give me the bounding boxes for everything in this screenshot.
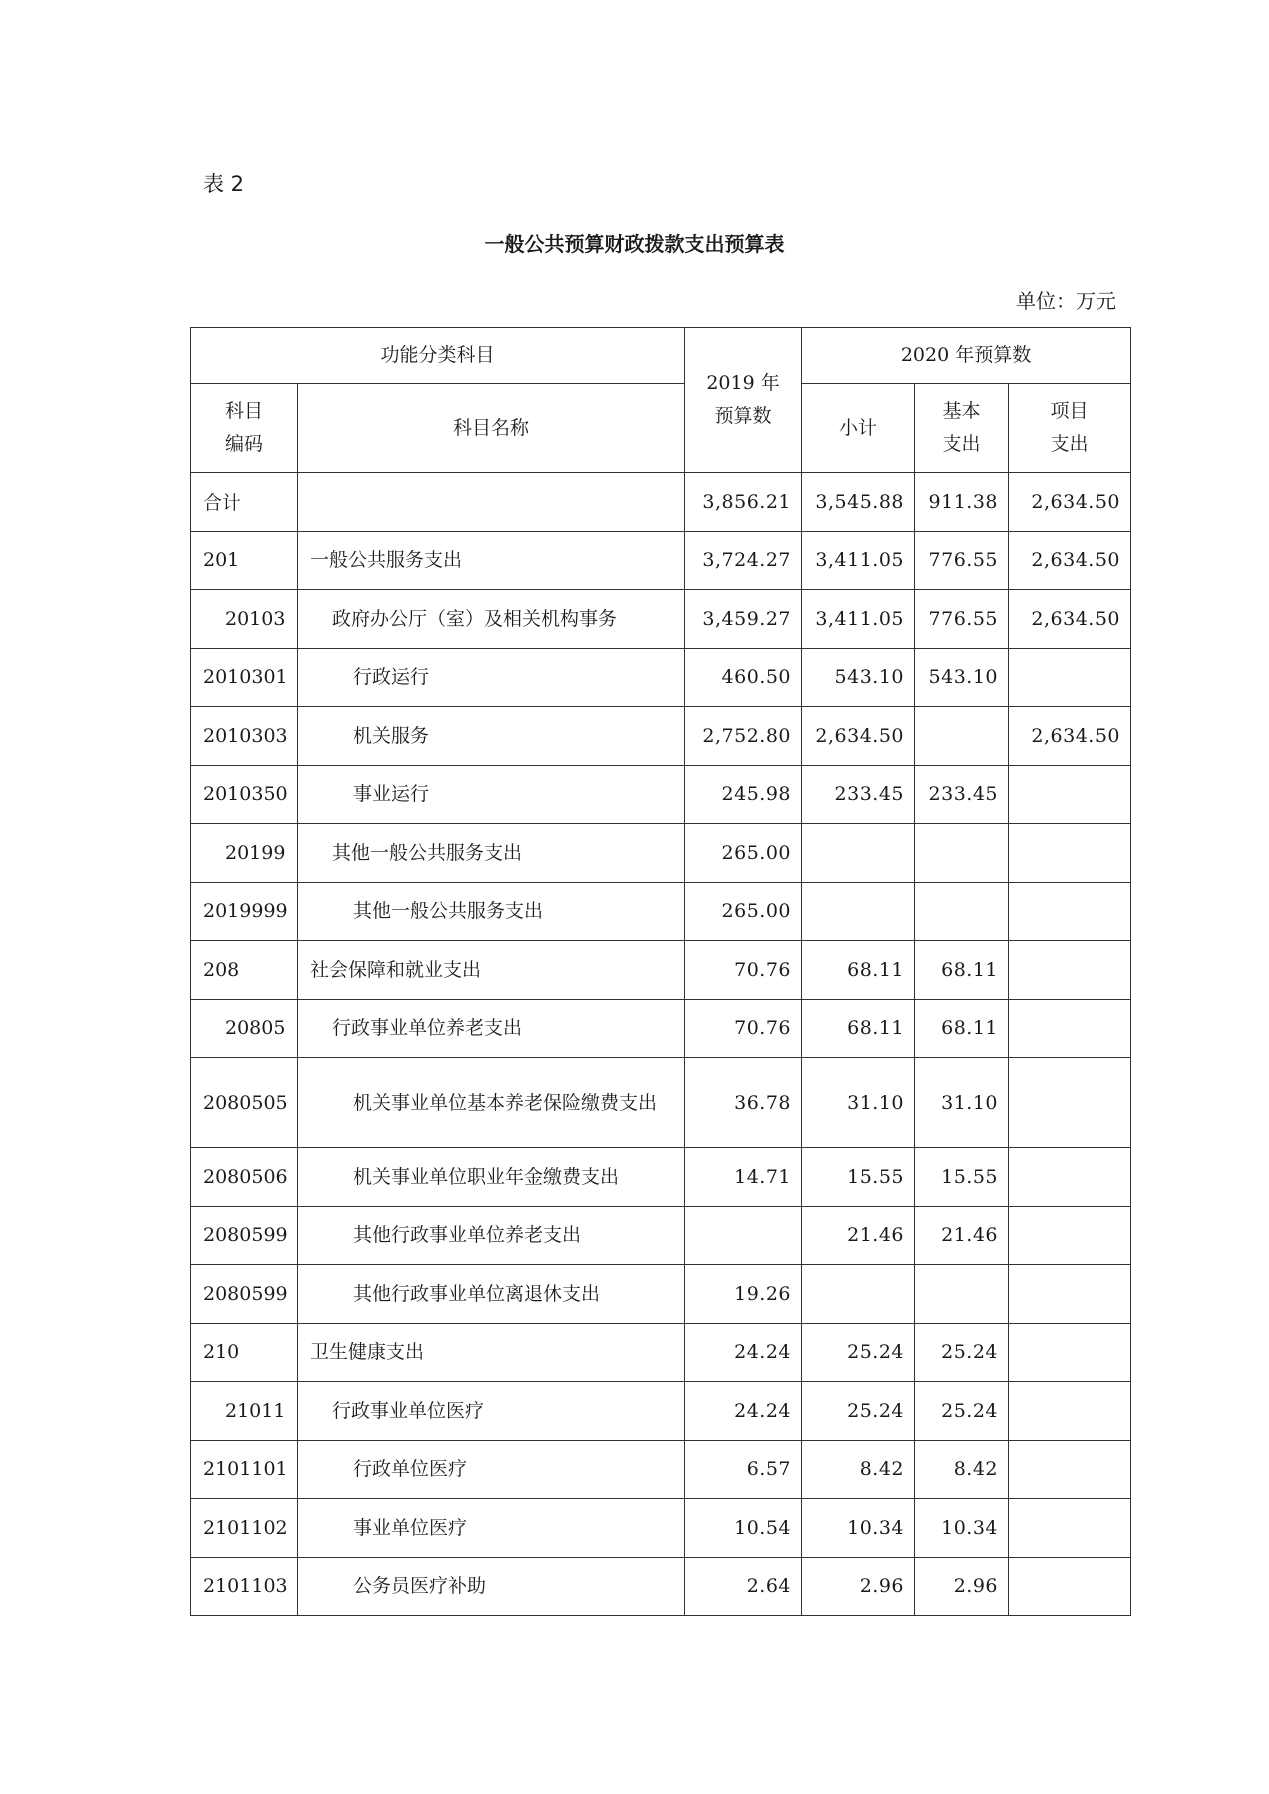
row-code: 2019999: [191, 882, 298, 941]
row-code: 20103: [191, 590, 298, 649]
table-row: [191, 648, 1131, 707]
row-basic: 21.46: [915, 1206, 1009, 1265]
row-code: 2080599: [191, 1206, 298, 1265]
row-code: 2080599: [191, 1265, 298, 1324]
table-row: [191, 1265, 1131, 1324]
table-row: [191, 707, 1131, 766]
row-code: 2080505: [191, 1058, 298, 1148]
table-row: [191, 1323, 1131, 1382]
row-budget-2019: 2,752.80: [685, 707, 802, 766]
header-subtotal: 小计: [802, 384, 915, 473]
row-basic: 68.11: [915, 941, 1009, 1000]
unit-label: 单位：万元: [1016, 289, 1116, 313]
page-title: 一般公共预算财政拨款支出预算表: [484, 232, 785, 256]
row-basic: 15.55: [915, 1148, 1009, 1207]
row-project: [1009, 1206, 1131, 1265]
row-name: 行政单位医疗: [298, 1440, 685, 1499]
row-project: 2,634.50: [1009, 707, 1131, 766]
row-basic: [915, 882, 1009, 941]
table-row: [191, 531, 1131, 590]
row-basic: 776.55: [915, 590, 1009, 649]
row-name: 机关服务: [298, 707, 685, 766]
row-basic: 10.34: [915, 1499, 1009, 1558]
row-subtotal: 68.11: [802, 999, 915, 1058]
row-basic: 911.38: [915, 473, 1009, 532]
row-budget-2019: 36.78: [685, 1058, 802, 1148]
row-code: 2010350: [191, 765, 298, 824]
row-budget-2019: 3,724.27: [685, 531, 802, 590]
row-code: 208: [191, 941, 298, 1000]
row-subtotal: 15.55: [802, 1148, 915, 1207]
row-project: [1009, 1265, 1131, 1324]
table-row: [191, 1499, 1131, 1558]
row-budget-2019: [685, 1206, 802, 1265]
row-budget-2019: 3,856.21: [685, 473, 802, 532]
row-subtotal: 3,545.88: [802, 473, 915, 532]
row-name: 行政运行: [298, 648, 685, 707]
row-subtotal: [802, 824, 915, 883]
row-name: 公务员医疗补助: [298, 1557, 685, 1616]
row-name: 行政事业单位医疗: [298, 1382, 685, 1441]
row-code: 2010303: [191, 707, 298, 766]
header-project: 项目 支出: [1009, 384, 1131, 473]
row-name: 行政事业单位养老支出: [298, 999, 685, 1058]
row-budget-2019: 10.54: [685, 1499, 802, 1558]
row-project: [1009, 765, 1131, 824]
row-basic: 8.42: [915, 1440, 1009, 1499]
row-name: 其他一般公共服务支出: [298, 882, 685, 941]
row-code: 20805: [191, 999, 298, 1058]
header-budget-2019: 2019 年 预算数: [685, 328, 802, 473]
row-code: 2080506: [191, 1148, 298, 1207]
row-code: 210: [191, 1323, 298, 1382]
row-subtotal: [802, 882, 915, 941]
row-code: 2010301: [191, 648, 298, 707]
row-project: [1009, 1557, 1131, 1616]
row-budget-2019: 2.64: [685, 1557, 802, 1616]
row-budget-2019: 265.00: [685, 824, 802, 883]
row-code: 2101101: [191, 1440, 298, 1499]
table-row: [191, 824, 1131, 883]
row-subtotal: [802, 1265, 915, 1324]
row-code: 2101102: [191, 1499, 298, 1558]
row-project: 2,634.50: [1009, 590, 1131, 649]
row-name: 事业单位医疗: [298, 1499, 685, 1558]
row-subtotal: 2,634.50: [802, 707, 915, 766]
row-code: 20199: [191, 824, 298, 883]
row-name: 其他行政事业单位离退休支出: [298, 1265, 685, 1324]
row-name: 其他行政事业单位养老支出: [298, 1206, 685, 1265]
table-row: [191, 765, 1131, 824]
table-row: [191, 590, 1131, 649]
row-budget-2019: 19.26: [685, 1265, 802, 1324]
row-budget-2019: 24.24: [685, 1382, 802, 1441]
row-name: 社会保障和就业支出: [298, 941, 685, 1000]
row-code: 2101103: [191, 1557, 298, 1616]
row-name: 政府办公厅（室）及相关机构事务: [298, 590, 685, 649]
row-project: [1009, 1148, 1131, 1207]
row-name: 一般公共服务支出: [298, 531, 685, 590]
row-name: 事业运行: [298, 765, 685, 824]
header-budget-2020: 2020 年预算数: [802, 328, 1131, 384]
row-project: 2,634.50: [1009, 473, 1131, 532]
row-name: 卫生健康支出: [298, 1323, 685, 1382]
row-budget-2019: 70.76: [685, 999, 802, 1058]
row-budget-2019: 265.00: [685, 882, 802, 941]
row-basic: 233.45: [915, 765, 1009, 824]
row-project: [1009, 648, 1131, 707]
row-subtotal: 21.46: [802, 1206, 915, 1265]
row-subtotal: 233.45: [802, 765, 915, 824]
row-basic: 543.10: [915, 648, 1009, 707]
row-name: 其他一般公共服务支出: [298, 824, 685, 883]
row-subtotal: 3,411.05: [802, 531, 915, 590]
row-basic: [915, 824, 1009, 883]
header-code: 科目 编码: [191, 384, 298, 473]
table-row: [191, 882, 1131, 941]
row-subtotal: 2.96: [802, 1557, 915, 1616]
row-budget-2019: 70.76: [685, 941, 802, 1000]
row-budget-2019: 245.98: [685, 765, 802, 824]
row-project: [1009, 941, 1131, 1000]
row-name: 机关事业单位基本养老保险缴费支出: [298, 1058, 685, 1148]
row-basic: 25.24: [915, 1382, 1009, 1441]
row-budget-2019: 6.57: [685, 1440, 802, 1499]
row-project: 2,634.50: [1009, 531, 1131, 590]
row-subtotal: 68.11: [802, 941, 915, 1000]
row-subtotal: 25.24: [802, 1323, 915, 1382]
row-project: [1009, 824, 1131, 883]
row-subtotal: 25.24: [802, 1382, 915, 1441]
row-name: [298, 473, 685, 532]
row-project: [1009, 999, 1131, 1058]
row-project: [1009, 1382, 1131, 1441]
row-basic: [915, 707, 1009, 766]
row-name: 机关事业单位职业年金缴费支出: [298, 1148, 685, 1207]
table-row: [191, 1382, 1131, 1441]
table-row: [191, 1557, 1131, 1616]
row-basic: 31.10: [915, 1058, 1009, 1148]
header-name: 科目名称: [298, 384, 685, 473]
row-code: 21011: [191, 1382, 298, 1441]
table-number-label: 表 2: [203, 172, 245, 196]
row-subtotal: 10.34: [802, 1499, 915, 1558]
row-basic: 776.55: [915, 531, 1009, 590]
table-row: [191, 1148, 1131, 1207]
header-basic: 基本 支出: [915, 384, 1009, 473]
row-subtotal: 3,411.05: [802, 590, 915, 649]
row-basic: 25.24: [915, 1323, 1009, 1382]
row-subtotal: 31.10: [802, 1058, 915, 1148]
budget-table: [190, 327, 1131, 1616]
row-budget-2019: 14.71: [685, 1148, 802, 1207]
row-basic: 68.11: [915, 999, 1009, 1058]
row-budget-2019: 24.24: [685, 1323, 802, 1382]
row-code: 合计: [191, 473, 298, 532]
table-row: [191, 1058, 1131, 1148]
row-subtotal: 8.42: [802, 1440, 915, 1499]
row-project: [1009, 882, 1131, 941]
table-row: [191, 473, 1131, 532]
row-project: [1009, 1323, 1131, 1382]
row-subtotal: 543.10: [802, 648, 915, 707]
table-row: [191, 1440, 1131, 1499]
row-basic: 2.96: [915, 1557, 1009, 1616]
table-row: [191, 999, 1131, 1058]
row-project: [1009, 1058, 1131, 1148]
row-project: [1009, 1499, 1131, 1558]
header-functional-category: 功能分类科目: [191, 328, 685, 384]
row-basic: [915, 1265, 1009, 1324]
row-budget-2019: 3,459.27: [685, 590, 802, 649]
row-project: [1009, 1440, 1131, 1499]
table-row: [191, 941, 1131, 1000]
row-code: 201: [191, 531, 298, 590]
row-budget-2019: 460.50: [685, 648, 802, 707]
table-row: [191, 1206, 1131, 1265]
